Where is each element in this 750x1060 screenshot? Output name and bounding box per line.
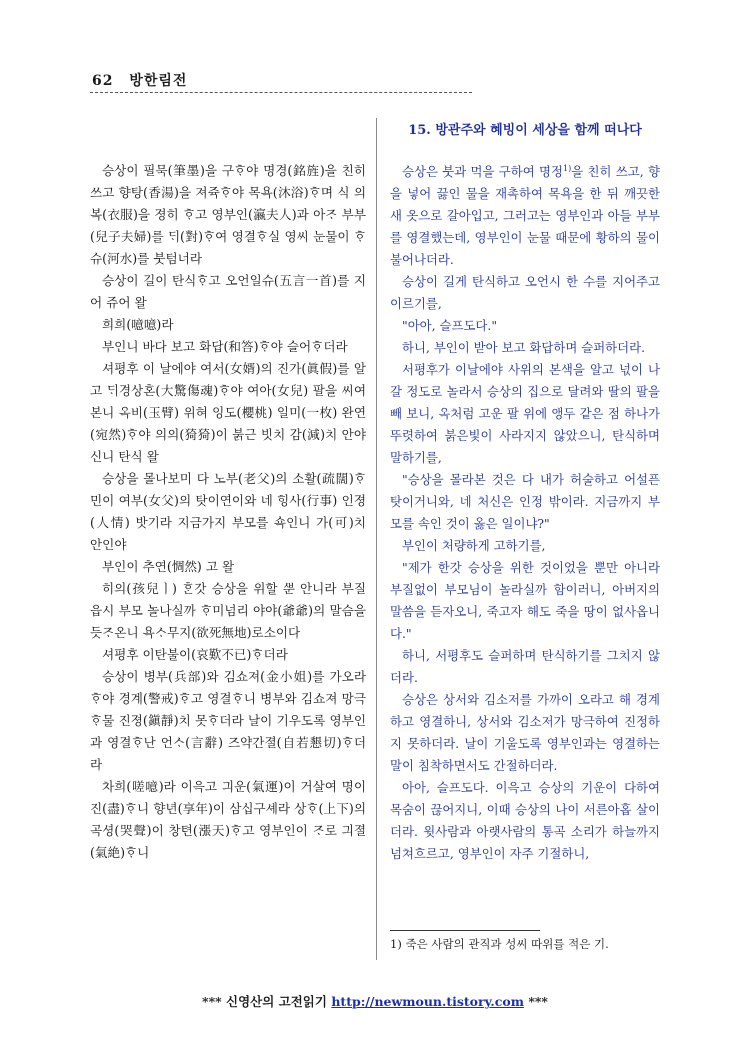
blog-link[interactable]: http://newmoun.tistory.com (331, 994, 524, 1009)
translation-paragraph: 부인이 처량하게 고하기를, (402, 538, 546, 554)
translation-paragraph: 하니, 서평후도 슬퍼하며 탄식하기를 그치지 않더라. (390, 648, 660, 686)
translation-paragraph: 승상은 상서와 김소저를 가까이 오라고 해 경계하고 영결하니, 상서와 김소저가 망극하여 진정하지 못하더라. 날이 기울도록 영부인과는 영결하는 말이 침착하면서도 간절하더라. (390, 692, 660, 774)
original-paragraph: 희희(噫噫)라 (102, 317, 174, 332)
original-paragraph: 부인이 추연(惆然) 고 왈 (102, 559, 235, 574)
original-paragraph: 승상을 몰나보미 다 노부(老父)의 소활(疏闊)ᄒᆞ민이 여부(女父)의 탓이연이와 네 힝사(行事) 인졍(人情) 밧기라 지금가지 부모를 쇽인니 가(可)치 안인야 (90, 471, 366, 552)
footnote-marker: 1) (563, 164, 572, 173)
translation-paragraph: 서평후가 이날에야 사위의 본색을 알고 넋이 나갈 정도로 놀라서 승상의 집으로 달려와 딸의 팔을 빼 보니, 옥처럼 고운 팔 위에 앵두 같은 점 하나가 뚜렷하여 붉은빛이 사라지지 않았으니, 탄식하며 말하기를, (390, 362, 660, 466)
translation-paragraph: 하니, 부인이 받아 보고 화답하며 슬퍼하더라. (402, 340, 646, 356)
footer-suffix: *** (523, 994, 548, 1009)
book-title: 방한림전 (129, 73, 188, 89)
footer-prefix: *** 신영산의 고전읽기 (202, 994, 332, 1009)
translation-paragraph: "제가 한갓 승상을 위한 것이었을 뿐만 아니라 부질없이 부모님이 놀라실까 함이러니, 아버지의 말씀을 듣자오니, 죽고자 해도 죽을 땅이 없사옵니다." (390, 560, 660, 642)
translation-text: 승상은 붓과 먹을 구하여 명정 (402, 164, 563, 180)
original-paragraph: 셔평후 이 날에야 여서(女婿)의 진가(眞假)를 알고 ᄃᆡ경상혼(大驚傷魂)ᄒᆞ야 여아(女兒) 팔을 씨여 본니 옥비(玉臂) 위혀 잉도(櫻桃) 일미(一枚) 완연(宛然)ᄒᆞ야 의의(猗猗)이 붉근 빗치 감(減)치 안야신니 탄식 왈 (90, 361, 366, 464)
original-paragraph: 차희(嗟噫)라 이윽고 긔운(氣運)이 거살여 명이 진(盡)ᄒᆞ니 향년(享年)이 삼십구셰라 상ᄒᆞ(上下)의 곡셩(哭聲)이 창텬(漲天)ᄒᆞ고 영부인이 ᄌᆞ로 긔졀(氣絶)ᄒᆞ니 (90, 779, 366, 860)
section-heading: 15. 방관주와 혜빙이 세상을 함께 떠나다 (408, 123, 642, 138)
header-divider (90, 92, 472, 93)
original-paragraph: 승상이 병부(兵部)와 김쇼져(金小姐)를 가오라 ᄒᆞ야 경계(警戒)ᄒᆞ고 영결ᄒᆞ니 병부와 김쇼져 망극ᄒᆞ물 진졍(鎭靜)치 못ᄒᆞ더라 날이 기우도록 영부인과 영결ᄒᆞ난 언ᄉᆞ(言辭) 즈약간졀(自若懇切)ᄒᆞ더라 (90, 669, 366, 772)
translation-paragraph: "승상을 몰라본 것은 다 내가 허술하고 어설픈 탓이거니와, 네 처신은 인정 밖이라. 지금까지 부모를 속인 것이 옳은 일이냐?" (390, 472, 660, 532)
translation-column (390, 120, 660, 865)
footnote: 1) 죽은 사람의 관직과 성씨 따위를 적은 기. (390, 937, 609, 951)
column-divider (376, 118, 377, 960)
original-paragraph: 승상이 필묵(筆墨)을 구ᄒᆞ야 명경(銘旌)을 친히 쓰고 향탕(香湯)을 져쥭ᄒᆞ야 목욕(沐浴)ᄒᆞ며 식 의복(衣服)을 졍히 ᄒᆞ고 영부인(瀛夫人)과 아ᄌᆞ 부부(兒子夫婦)를 ᄃᆡ(對)ᄒᆞ여 영결ᄒᆞ실 영씨 눈물이 ᄒᆞ슈(河水)를 붓텀너라 (90, 163, 366, 266)
original-paragraph: 승상이 길이 탄식ᄒᆞ고 오언일슈(五言一首)를 지어 쥬어 왈 (90, 273, 366, 310)
translation-paragraph: 아아, 슬프도다. 이윽고 승상의 기운이 다하여 목숨이 끊어지니, 이때 승상의 나이 서른아홉 살이더라. 윗사람과 아랫사람의 통곡 소리가 하늘까지 넘쳐흐르고, 영부인이 자주 기절하니, (390, 780, 660, 862)
page-header (92, 70, 187, 90)
original-text-column (90, 160, 366, 864)
page-number: 62 (92, 73, 114, 89)
original-paragraph: 히의(孩兒ㅣ) ᄒᆞᆫ갓 승상을 위할 ᄲᅮᆫ 안니라 부질읍시 부모 놀나실까 ᄒᆞ미넘리 야야(爺爺)의 말슴을 듯ᄌᆞ온니 욕ᄉᆞ무지(欲死無地)로소이다 (90, 581, 366, 640)
translation-paragraph (390, 158, 660, 271)
footnote-divider (390, 930, 540, 931)
translation-text: 을 친히 쓰고, 향을 넣어 끓인 물을 재촉하여 목욕을 한 뒤 깨끗한 새 옷으로 갈아입고, 그러고는 영부인과 아들 부부를 영결했는데, 영부인이 눈물 때문에 황하의 물이 불어나더라. (390, 164, 660, 268)
translation-paragraph: "아아, 슬프도다." (402, 318, 498, 334)
page-footer (0, 992, 750, 1010)
translation-paragraph: 승상이 길게 탄식하고 오언시 한 수를 지어주고 이르기를, (390, 274, 660, 312)
original-paragraph: 부인니 바다 보고 화답(和答)ᄒᆞ야 슬어ᄒᆞ더라 (102, 339, 348, 354)
original-paragraph: 셔평후 이탄불이(哀歎不已)ᄒᆞ더라 (102, 647, 288, 662)
